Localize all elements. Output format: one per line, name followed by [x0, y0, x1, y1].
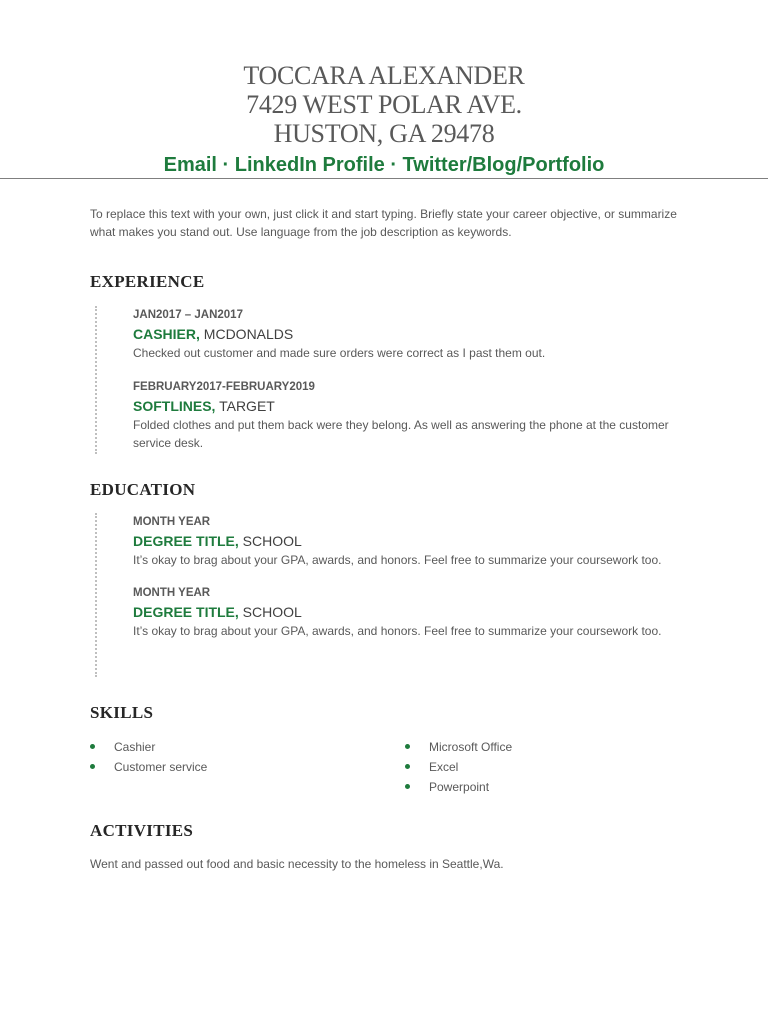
contact-links[interactable]: Email · LinkedIn Profile · Twitter/Blog/Portfolio [163, 154, 605, 176]
bullet-icon [90, 764, 95, 769]
education-heading: EDUCATION [90, 480, 196, 499]
entry-org: TARGET [215, 398, 275, 414]
entry-dates: MONTH YEAR [133, 587, 211, 599]
skill-item [405, 777, 512, 797]
entry-description: It’s okay to brag about your GPA, awards, and honors. Feel free to summarize your coursework too. [133, 553, 662, 567]
skill-item [405, 737, 512, 757]
experience-entry [97, 378, 697, 452]
entry-dates: JAN2017 – JAN2017 [133, 309, 243, 321]
experience-list [95, 306, 697, 454]
entry-description: Folded clothes and put them back were they belong. As well as answering the phone at the customer service desk. [133, 418, 669, 450]
entry-title: SOFTLINES, [133, 398, 216, 414]
bullet-icon [405, 784, 410, 789]
entry-org: MCDONALDS [199, 326, 294, 342]
entry-description: Checked out customer and made sure orders were correct as I past them out. [133, 346, 546, 360]
education-entry [97, 584, 697, 640]
entry-title: DEGREE TITLE, [133, 533, 239, 549]
entry-org: SCHOOL [238, 533, 302, 549]
education-entry [97, 513, 697, 569]
resume-name: TOCCARA ALEXANDER [243, 61, 525, 90]
entry-description: It’s okay to brag about your GPA, awards, and honors. Feel free to summarize your coursework too. [133, 624, 662, 638]
skill-label: Cashier [114, 740, 156, 754]
entry-role [133, 324, 697, 344]
entry-org: SCHOOL [238, 604, 302, 620]
activities-heading: ACTIVITIES [90, 821, 194, 840]
experience-entry [97, 306, 697, 362]
skill-label: Powerpoint [429, 780, 490, 794]
header-divider [0, 178, 768, 179]
objective-text: To replace this text with your own, just click it and start typing. Briefly state your career objective, or summarize what makes you stand out. Use language from the job description as keywords. [90, 207, 677, 239]
skill-item [90, 757, 207, 777]
skill-label: Excel [429, 760, 459, 774]
skills-right-list [405, 737, 512, 797]
entry-dates: MONTH YEAR [133, 516, 211, 528]
skill-label: Microsoft Office [429, 740, 513, 754]
skill-item [405, 757, 512, 777]
address-line-1: 7429 WEST POLAR AVE. [246, 90, 522, 119]
education-list [95, 513, 697, 677]
entry-title: DEGREE TITLE, [133, 604, 239, 620]
entry-dates: FEBRUARY2017-FEBRUARY2019 [133, 381, 315, 393]
skills-left-list [90, 737, 207, 777]
bullet-icon [405, 764, 410, 769]
entry-role [133, 602, 697, 622]
experience-heading: EXPERIENCE [90, 272, 205, 291]
skill-item [90, 737, 207, 757]
skill-label: Customer service [114, 760, 208, 774]
entry-role [133, 531, 697, 551]
bullet-icon [405, 744, 410, 749]
bullet-icon [90, 744, 95, 749]
entry-role [133, 396, 697, 416]
entry-title: CASHIER, [133, 326, 200, 342]
activities-text: Went and passed out food and basic necessity to the homeless in Seattle,Wa. [90, 857, 504, 871]
address-line-2: HUSTON, GA 29478 [273, 119, 495, 148]
skills-heading: SKILLS [90, 703, 154, 722]
